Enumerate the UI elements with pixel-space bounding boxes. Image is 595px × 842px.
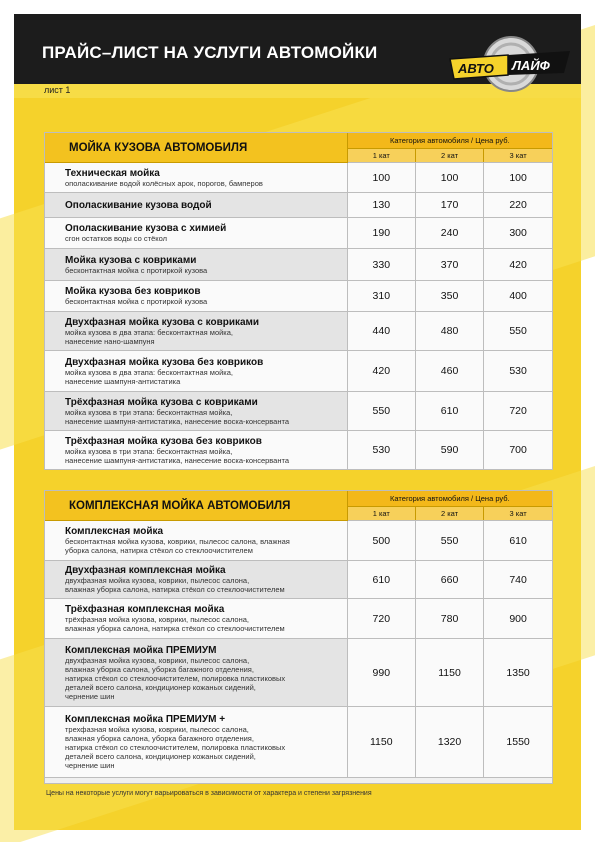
service-cell [45,431,347,470]
service-name: Комплексная мойка ПРЕМИУМ + [65,714,226,725]
service-description: нанесение шампуня-антистатика, нанесение воска-консерванта [65,416,290,426]
price-cell: 990 [347,639,415,707]
service-cell [45,281,347,312]
service-name: Техническая мойка [65,167,160,179]
price-row [45,193,552,218]
service-description: натирка стёкол со стеклоочистителем, полировка пластиковых [65,743,286,752]
price-cell: 420 [347,351,415,392]
service-description: деталей всего салона, кондиционер кожаных сидений, [65,752,256,761]
price-cell: 700 [484,431,552,470]
page-title: ПРАЙС–ЛИСТ НА УСЛУГИ АВТОМОЙКИ [42,43,378,62]
column-header: 1 кат [347,149,415,163]
service-description: чернение шин [65,691,115,701]
price-cell: 220 [484,193,552,218]
service-description: бесконтактная мойка с протиркой кузова [65,265,208,275]
body-wash-table [44,132,553,470]
price-row [45,249,552,281]
service-name: Двухфазная комплексная мойка [65,565,226,576]
service-description: бесконтактная мойка с протиркой кузова [65,297,208,306]
column-header: 1 кат [347,507,415,521]
section-title: МОЙКА КУЗОВА АВТОМОБИЛЯ [45,133,347,163]
price-row [45,218,552,249]
service-cell [45,218,347,249]
section-title: КОМПЛЕКСНАЯ МОЙКА АВТОМОБИЛЯ [45,491,347,521]
service-description: двухфазная мойка кузова, коврики, пылесос салона, [65,576,250,585]
service-name: Ополаскивание кузова водой [65,199,212,211]
service-description: мойка кузова в два этапа: бесконтактная мойка, [65,327,234,337]
service-name: Комплексная мойка [65,526,164,537]
price-cell: 460 [415,351,483,392]
price-cell: 170 [415,193,483,218]
price-row [45,561,552,599]
service-description: влажная уборка салона, уборка багажного отделения, [65,734,254,743]
service-name: Мойка кузова без ковриков [65,286,201,297]
service-cell [45,163,347,193]
column-header: 3 кат [484,507,552,521]
service-description: двухфазная мойка кузова, коврики, пылесос салона, [65,655,250,665]
price-cell: 330 [347,249,415,281]
service-description: трехфазная мойка кузова, коврики, пылесос салона, [65,725,249,734]
service-description: натирка стёкол со стеклоочистителем, полировка пластиковых [65,673,286,683]
service-name: Мойка кузова с ковриками [65,254,197,266]
service-cell [45,521,347,561]
price-cell: 610 [347,561,415,599]
service-description: нанесение шампуня-антистатика, нанесение воска-консерванта [65,455,290,465]
price-cell: 100 [484,163,552,193]
price-cell: 590 [415,431,483,470]
price-row [45,163,552,193]
price-cell: 500 [347,521,415,561]
price-cell: 780 [415,599,483,639]
service-cell [45,599,347,639]
price-cell: 530 [347,431,415,470]
price-row [45,281,552,312]
service-name: Трёхфазная мойка кузова с ковриками [65,396,258,408]
footnote: Цены на некоторые услуги могут варьироваться в зависимости от характера и степени загрязнения [46,790,372,797]
price-cell: 550 [484,312,552,351]
price-cell: 900 [484,599,552,639]
service-name: Трёхфазная комплексная мойка [65,604,225,615]
price-cell: 660 [415,561,483,599]
price-cell: 720 [347,599,415,639]
service-name: Двухфазная мойка кузова с ковриками [65,316,260,328]
service-description: трёхфазная мойка кузова, коврики, пылесос салона, [65,615,250,624]
price-cell: 440 [347,312,415,351]
price-cell: 1150 [347,707,415,778]
service-cell [45,561,347,599]
column-header: 2 кат [415,507,483,521]
column-header: 2 кат [415,149,483,163]
price-cell: 190 [347,218,415,249]
price-cell: 550 [347,392,415,431]
price-cell: 130 [347,193,415,218]
price-row [45,312,552,351]
category-header: Категория автомобиля / Цена руб. [347,491,552,507]
service-cell [45,312,347,351]
service-cell [45,193,347,218]
service-description: чернение шин [65,761,115,770]
service-description: бесконтактная мойка кузова, коврики, пылесос салона, влажная [65,537,290,546]
column-header: 3 кат [484,149,552,163]
category-header: Категория автомобиля / Цена руб. [347,133,552,149]
price-cell: 310 [347,281,415,312]
service-cell [45,351,347,392]
price-cell: 420 [484,249,552,281]
price-cell: 100 [347,163,415,193]
price-row [45,707,552,778]
price-row [45,639,552,707]
service-description: нанесение нано-шампуня [65,336,155,346]
service-name: Ополаскивание кузова с химией [65,223,227,234]
service-description: влажная уборка салона, натирка стёкол со стеклоочистителем [65,624,285,633]
service-description: мойка кузова в три этапа: бесконтактная мойка, [65,407,233,417]
price-cell: 550 [415,521,483,561]
price-cell: 300 [484,218,552,249]
avtolife-logo [448,35,574,93]
complex-wash-table [44,490,553,784]
service-description: мойка кузова в три этапа: бесконтактная мойка, [65,446,233,456]
logo-text-left: АВТО [458,61,494,76]
price-cell: 400 [484,281,552,312]
service-description: сгон остатков воды со стёкол [65,234,167,243]
price-cell: 350 [415,281,483,312]
service-name: Двухфазная мойка кузова без ковриков [65,356,264,368]
price-cell: 1320 [415,707,483,778]
service-cell [45,392,347,431]
price-cell: 1550 [484,707,552,778]
price-row [45,431,552,470]
service-description: мойка кузова в два этапа: бесконтактная мойка, [65,367,234,377]
logo-text-right: ЛАЙФ [512,58,550,73]
price-row [45,351,552,392]
service-description: деталей всего салона, кондиционер кожаных сидений, [65,682,256,692]
service-description: влажная уборка салона, натирка стёкол со стеклоочистителем [65,585,285,594]
price-row [45,521,552,561]
service-name: Трёхфазная мойка кузова без ковриков [65,435,262,447]
service-name: Комплексная мойка ПРЕМИУМ [65,644,217,656]
price-cell: 610 [415,392,483,431]
price-cell: 530 [484,351,552,392]
service-description: нанесение шампуня-антистатика [65,376,181,386]
service-cell [45,707,347,778]
price-cell: 720 [484,392,552,431]
price-cell: 370 [415,249,483,281]
price-cell: 610 [484,521,552,561]
sheet-label: лист 1 [44,85,71,95]
service-description: уборка салона, натирка стёкол со стеклоочистителем [65,546,253,555]
price-row [45,392,552,431]
service-cell [45,639,347,707]
price-cell: 100 [415,163,483,193]
price-cell: 480 [415,312,483,351]
price-row [45,599,552,639]
price-cell: 1150 [415,639,483,707]
service-description: влажная уборка салона, уборка багажного отделения, [65,664,254,674]
price-cell: 240 [415,218,483,249]
price-cell: 740 [484,561,552,599]
price-cell: 1350 [484,639,552,707]
service-cell [45,249,347,281]
service-description: ополаскивание водой колёсных арок, порогов, бамперов [65,178,263,188]
